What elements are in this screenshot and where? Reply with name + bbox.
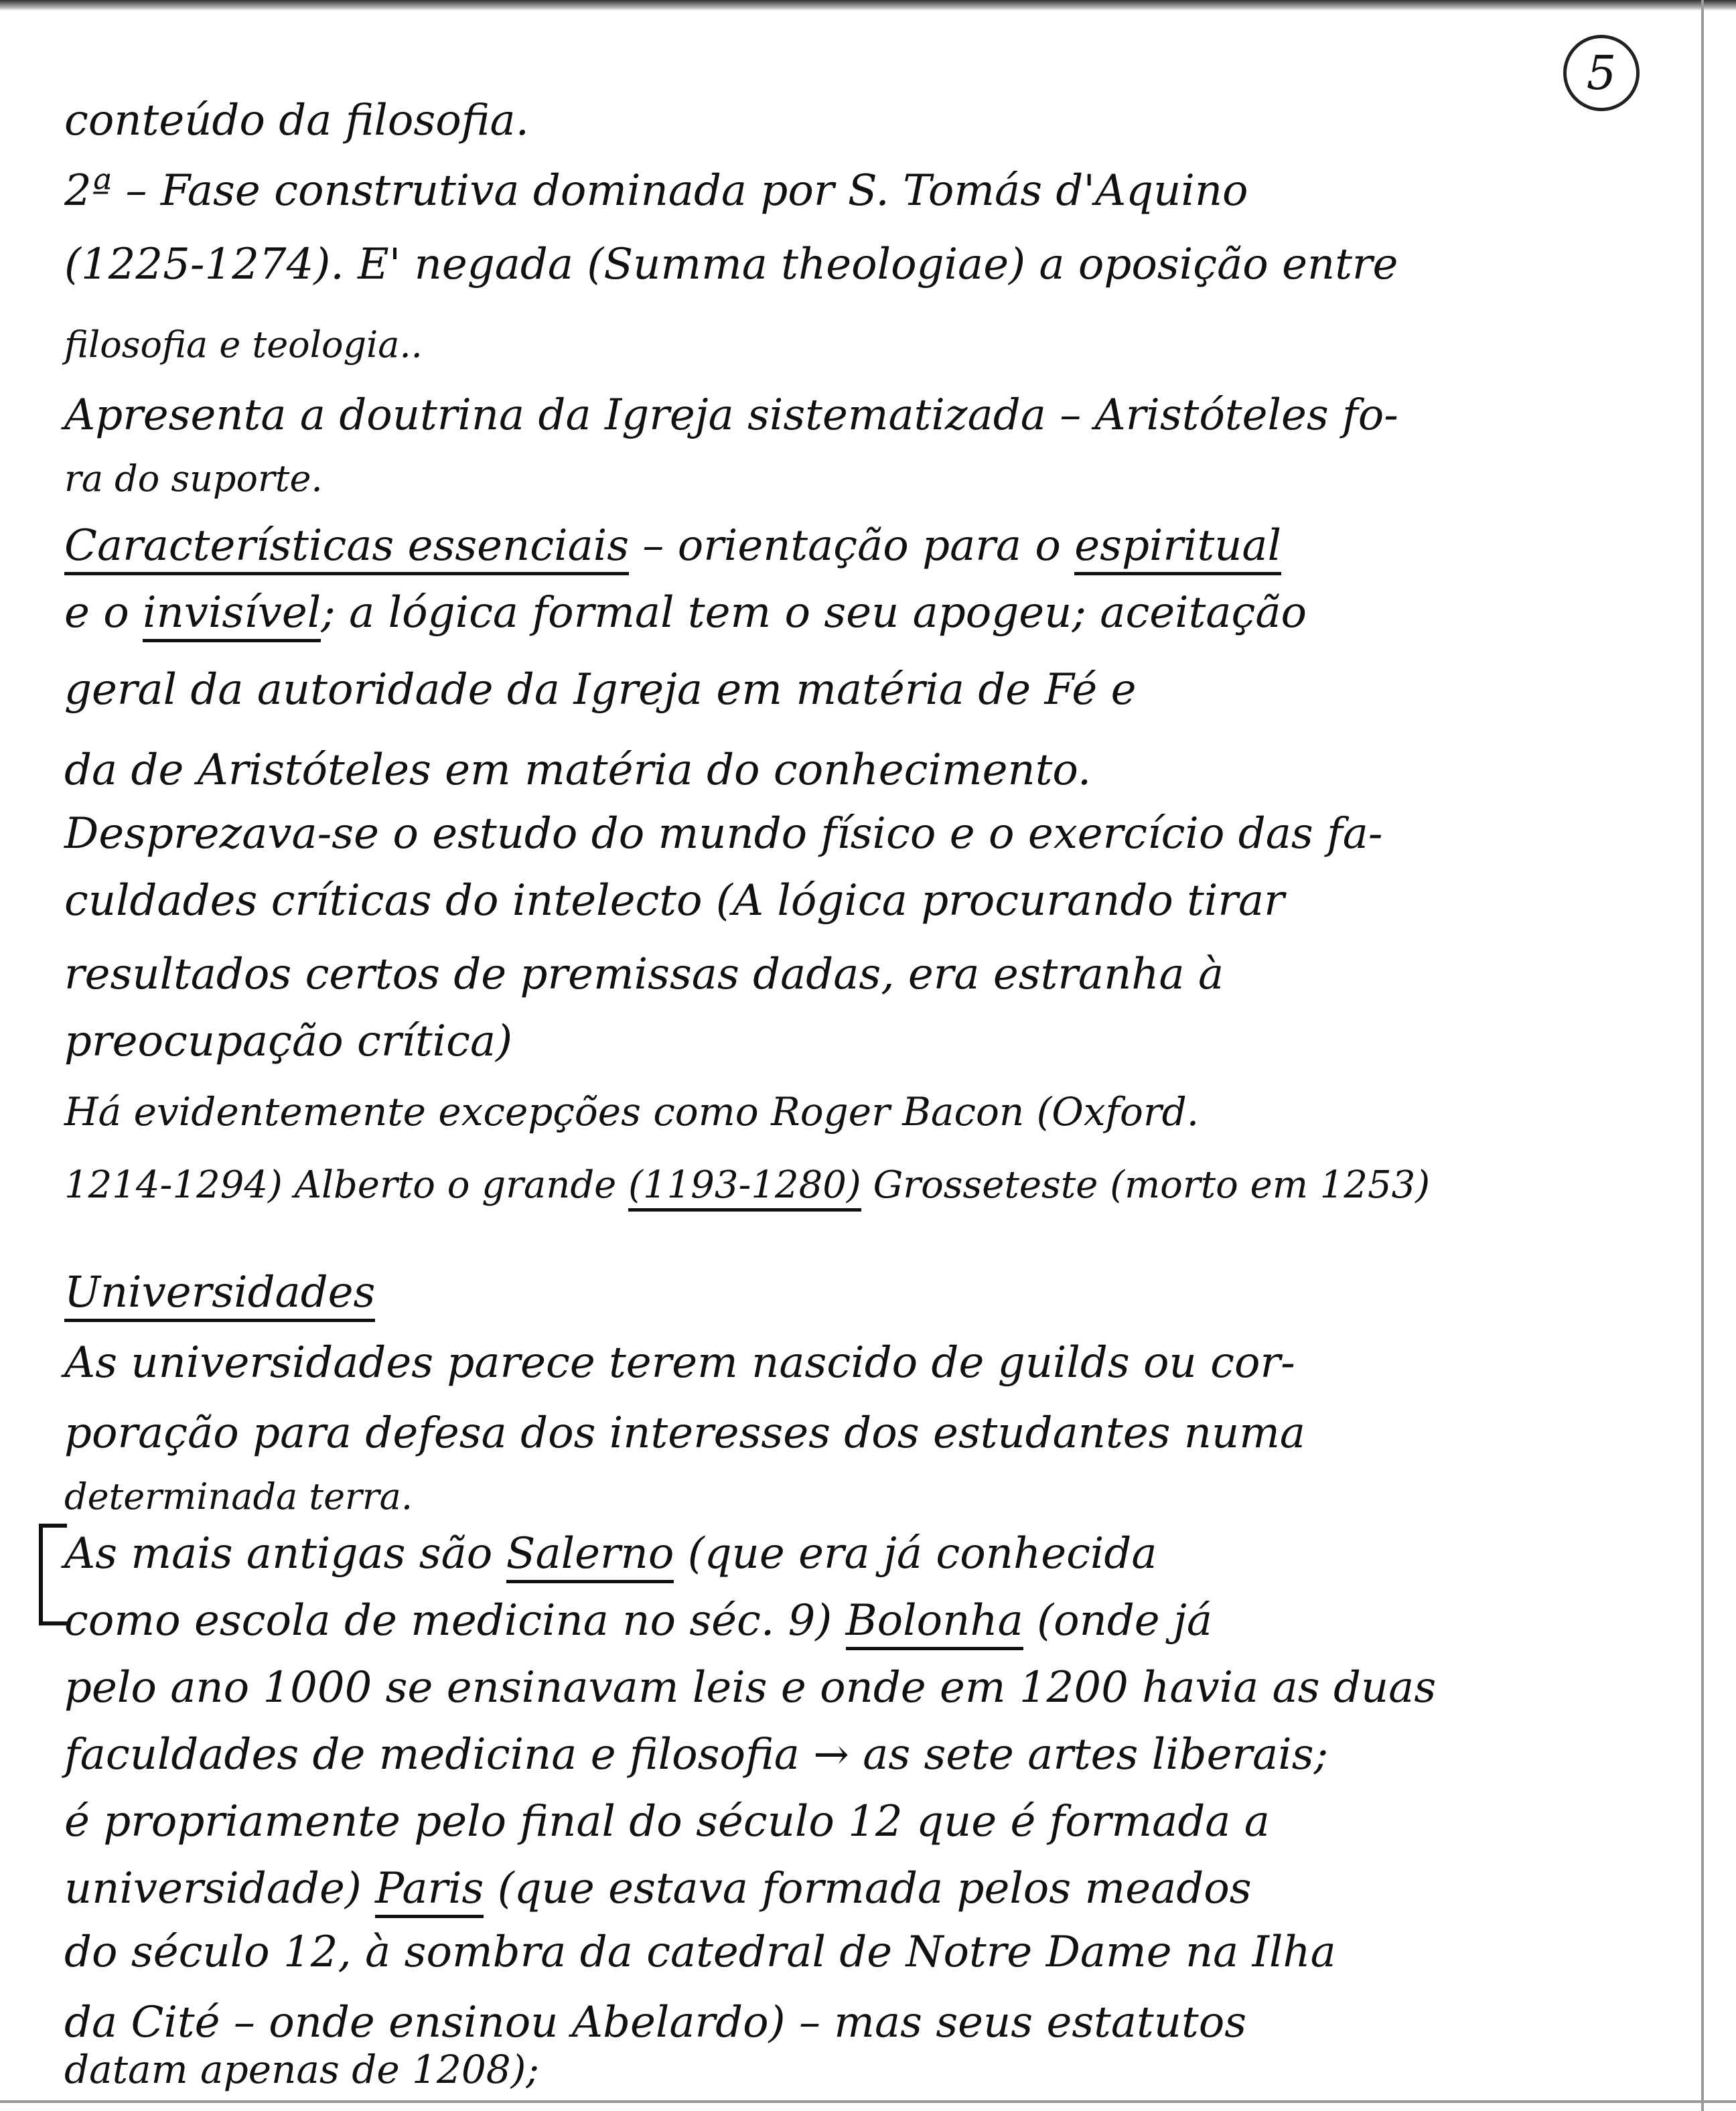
note-line: preocupação crítica) (64, 1017, 513, 1066)
underlined-phrase: (1193-1280) (628, 1163, 861, 1212)
note-line: do século 12, à sombra da catedral de Notre Dame na Ilha (64, 1927, 1336, 1977)
note-phrase: ; a lógica formal tem o seu apogeu; aceitação (321, 588, 1307, 638)
scan-right-edge (1701, 0, 1704, 2111)
page-number: 5 (1586, 46, 1617, 100)
note-line: ra do suporte. (64, 457, 323, 500)
note-line: conteúdo da filosofia. (64, 96, 529, 145)
underlined-phrase: Bolonha (846, 1596, 1023, 1650)
note-line: Apresenta a doutrina da Igreja sistematizada – Aristóteles fo- (64, 390, 1398, 440)
note-line: Desprezava-se o estudo do mundo físico e o exercício das fa- (64, 809, 1383, 859)
margin-bracket (39, 1524, 67, 1625)
note-line (64, 1259, 1678, 1326)
note-line: filosofia e teologia.. (64, 323, 423, 366)
note-line: culdades críticas do intelecto (A lógica procurando tirar (64, 876, 1285, 926)
note-line: poração para defesa dos interesses dos estudantes numa (64, 1408, 1306, 1458)
note-line: é propriamente pelo final do século 12 que é formada a (64, 1797, 1270, 1846)
scan-top-edge (0, 0, 1736, 11)
note-phrase: As mais antigas são (64, 1529, 506, 1579)
note-line (64, 1855, 1678, 1922)
note-line: datam apenas de 1208); (64, 2047, 539, 2092)
note-line: geral da autoridade da Igreja em matéria de Fé e (64, 665, 1137, 715)
note-line: 2ª – Fase construtiva dominada por S. Tomás d'Aquino (64, 166, 1248, 216)
note-line: (1225-1274). E' negada (Summa theologiae) a oposição entre (64, 240, 1398, 289)
note-line (64, 1152, 1678, 1219)
note-phrase: e o (64, 588, 143, 638)
note-line: As universidades parece terem nascido de guilds ou cor- (64, 1338, 1295, 1388)
note-phrase: como escola de medicina no séc. 9) (64, 1596, 846, 1646)
note-phrase: 1214-1294) Alberto o grande (64, 1163, 629, 1207)
note-line: pelo ano 1000 se ensinavam leis e onde em 1200 havia as duas (64, 1663, 1437, 1713)
underlined-phrase: Universidades (64, 1268, 375, 1322)
note-line: da Cité – onde ensinou Abelardo) – mas seus estatutos (64, 1998, 1247, 2047)
note-phrase: Grosseteste (morto em 1253) (861, 1163, 1431, 1207)
note-phrase: – orientação para o (629, 521, 1075, 571)
note-phrase: (que era já conhecida (674, 1529, 1157, 1579)
note-line (64, 512, 1678, 579)
note-line: faculdades de medicina e filosofia → as sete artes liberais; (64, 1730, 1329, 1779)
underlined-phrase: invisível (143, 588, 321, 642)
underlined-phrase: espiritual (1074, 521, 1281, 575)
note-line (64, 579, 1678, 646)
note-line: da de Aristóteles em matéria do conhecimento. (64, 745, 1092, 795)
underlined-phrase: Características essenciais (64, 521, 629, 575)
underlined-phrase: Paris (375, 1864, 484, 1918)
note-phrase: (que estava formada pelos meados (484, 1864, 1252, 1913)
note-phrase: universidade) (64, 1864, 376, 1913)
note-line: Há evidentemente excepções como Roger Bacon (Oxford. (64, 1089, 1200, 1135)
note-line: resultados certos de premissas dadas, era estranha à (64, 950, 1224, 999)
underlined-phrase: Salerno (506, 1529, 674, 1583)
note-line (64, 1520, 1678, 1587)
note-line: determinada terra. (64, 1475, 413, 1518)
note-phrase: (onde já (1023, 1596, 1212, 1646)
note-line (64, 1587, 1678, 1654)
